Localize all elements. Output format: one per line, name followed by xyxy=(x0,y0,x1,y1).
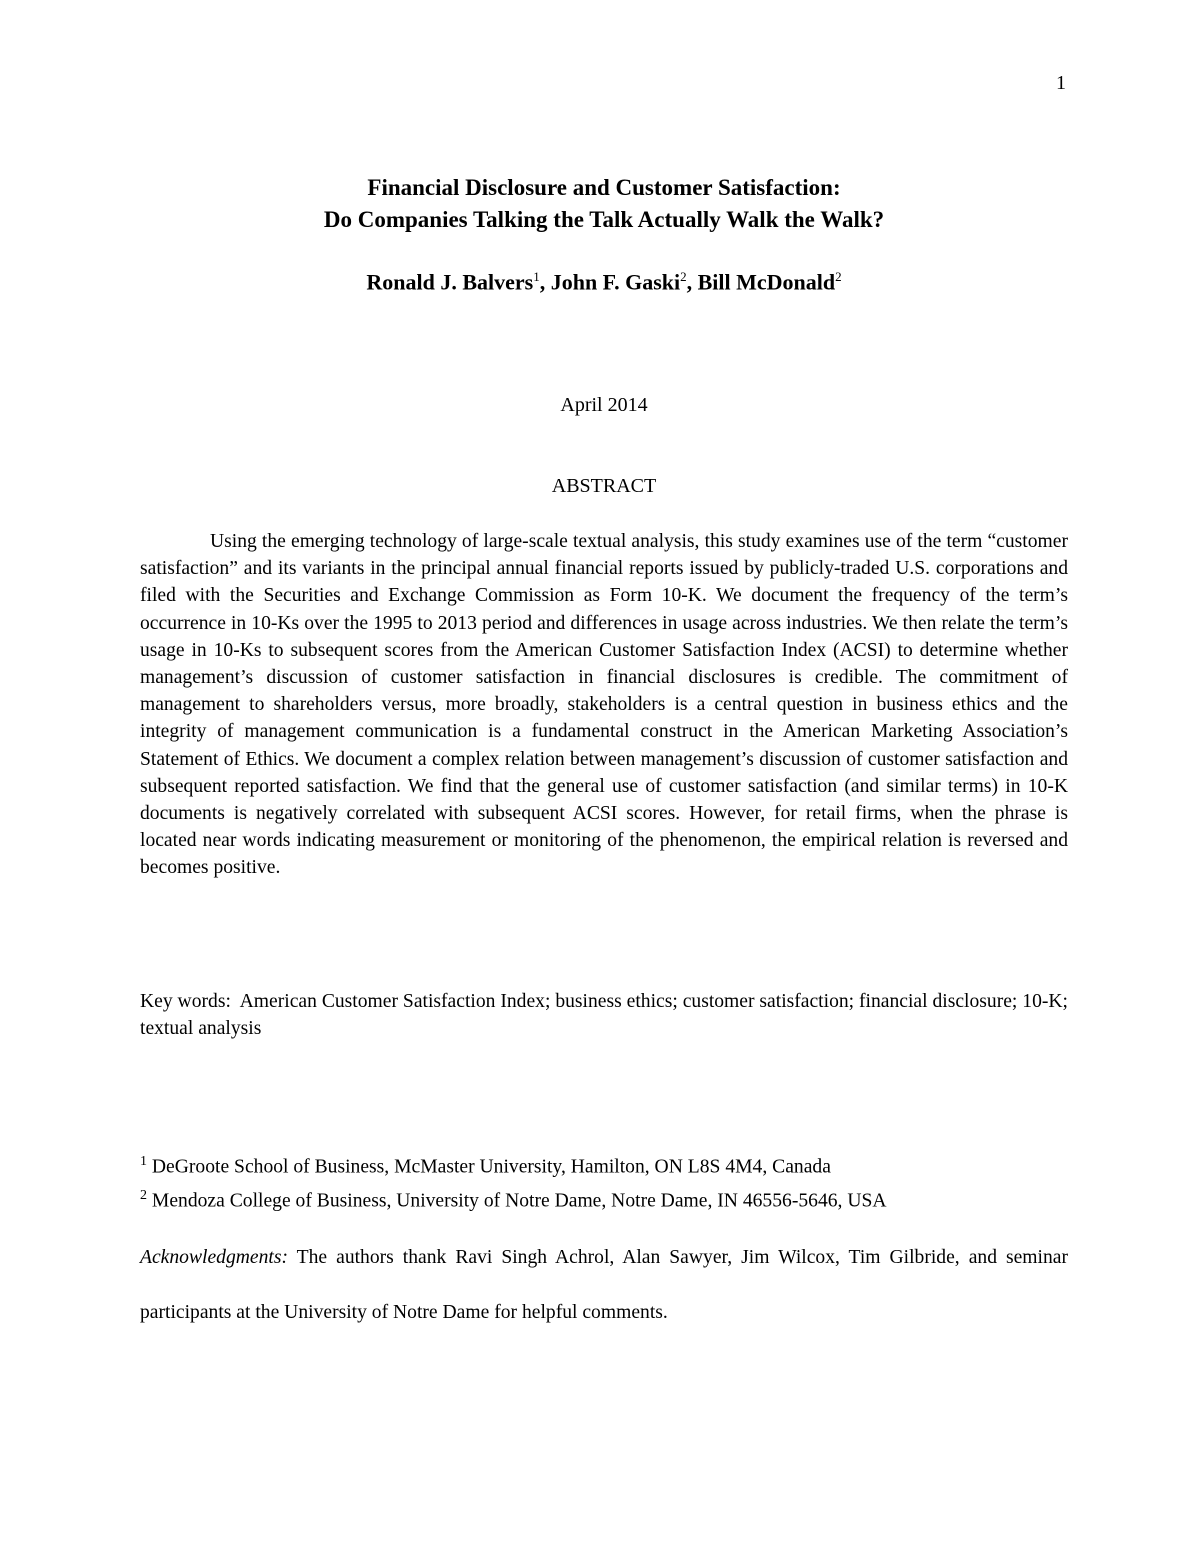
publication-date: April 2014 xyxy=(560,394,648,416)
paper-title-line-1: Financial Disclosure and Customer Satisfaction: xyxy=(367,175,841,200)
author-separator: , xyxy=(686,269,698,295)
author-affiliation-marker: 2 xyxy=(835,269,842,284)
keywords-label: Key words: xyxy=(140,991,231,1012)
page-number: 1 xyxy=(1056,72,1066,94)
affiliation-text: Mendoza College of Business, University of Notre Dame, Notre Dame, IN 46556-5646, USA xyxy=(151,1190,887,1212)
paper-title-line-2: Do Companies Talking the Talk Actually Walk the Walk? xyxy=(323,207,885,232)
keywords-text: American Customer Satisfaction Index; business ethics; customer satisfaction; financial disclosure; 10-K; textual analysis xyxy=(140,991,1068,1040)
affiliation-marker: 2 xyxy=(140,1187,147,1203)
author-affiliation-marker: 1 xyxy=(533,269,540,284)
author-name: Ronald J. Balvers xyxy=(366,269,534,295)
author-separator: , xyxy=(539,269,551,295)
title-block xyxy=(140,172,1068,297)
affiliation-item xyxy=(140,1148,1068,1182)
abstract-heading: ABSTRACT xyxy=(551,475,657,497)
affiliation-marker: 1 xyxy=(140,1154,147,1169)
author-name: John F. Gaski xyxy=(550,269,681,295)
affiliation-item xyxy=(140,1182,1068,1216)
keywords xyxy=(140,988,1068,1042)
author-list xyxy=(140,262,1068,297)
abstract-body: Using the emerging technology of large-scale textual analysis, this study examines use of the term “customer satisfaction” and its variants in the principal annual financial reports issued by publicly-traded U.S. corporations and filed with the Securities and Exchange Commission as Form 10-K. We document the frequency of the term’s occurrence in 10-Ks over the 1995 to 2013 period and differences in usage across industries. We then relate the term’s usage in 10-Ks to subsequent scores from the American Customer Satisfaction Index (ACSI) to determine whether management’s discussion of customer satisfaction in financial disclosures is credible. The commitment of management to shareholders versus, more broadly, stakeholders is a central question in business ethics and the integrity of management communication is a fundamental construct in the American Marketing Association’s Statement of Ethics. We document a complex relation between management’s discussion of customer satisfaction and subsequent reported satisfaction. We find that the general use of customer satisfaction (and similar terms) in 10-K documents is negatively correlated with subsequent ACSI scores. However, for retail firms, when the phrase is located near words indicating measurement or monitoring of the phenomenon, the empirical relation is reversed and becomes positive. xyxy=(140,531,1068,879)
author-name: Bill McDonald xyxy=(697,269,836,295)
author-affiliation-marker: 2 xyxy=(680,269,687,284)
acknowledgments-label: Acknowledgments: xyxy=(140,1247,288,1268)
affiliation-text: DeGroote School of Business, McMaster University, Hamilton, ON L8S 4M4, Canada xyxy=(151,1156,831,1178)
acknowledgments xyxy=(140,1230,1068,1340)
affiliations xyxy=(140,1148,1068,1215)
acknowledgments-text: The authors thank Ravi Singh Achrol, Alan Sawyer, Jim Wilcox, Tim Gilbride, and seminar participants at the University of Notre Dame for helpful comments. xyxy=(140,1247,1069,1323)
